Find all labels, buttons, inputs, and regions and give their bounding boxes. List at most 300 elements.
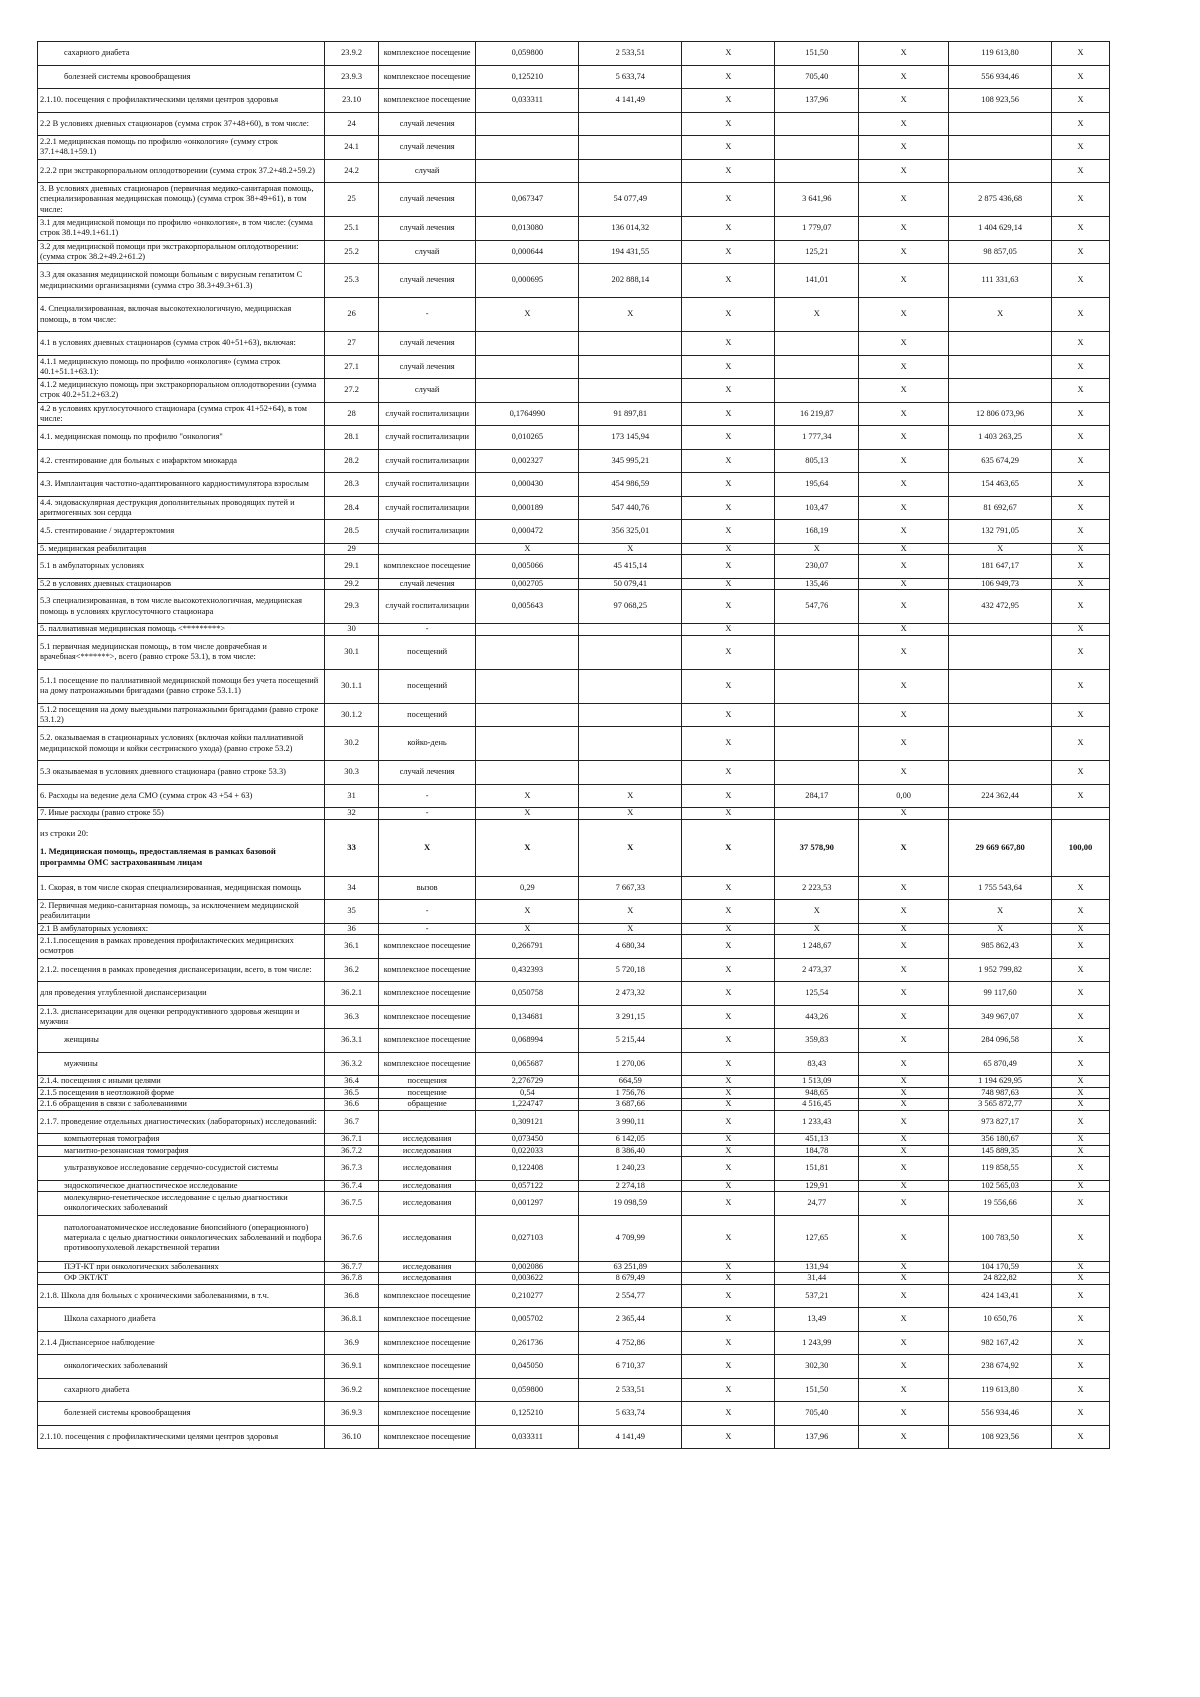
table-row [38,473,1110,497]
cost-cell [579,727,682,761]
cost-cell [579,379,682,403]
col5-cell: Х [682,727,775,761]
cost-cell: 136 014,32 [579,217,682,241]
unit-cell: случай госпитализации [378,590,476,624]
table-row [38,1378,1110,1402]
col8-cell: 12 806 073,96 [949,402,1052,426]
row-name-cell: ультразвуковое исследование сердечно-сосудистой системы [38,1157,325,1181]
col7-cell: Х [859,1076,949,1088]
volume-cell: 0,057122 [476,1180,579,1192]
col6-cell: 1 779,07 [775,217,859,241]
volume-cell: 0,210277 [476,1284,579,1308]
col5-cell: Х [682,543,775,555]
col6-cell: 151,50 [775,42,859,66]
unit-cell: - [378,808,476,820]
row-number-cell: 36.8 [325,1284,379,1308]
row-number-cell: 28.1 [325,426,379,450]
col9-cell: Х [1052,1284,1110,1308]
table-row [38,65,1110,89]
col9-cell: Х [1052,183,1110,217]
volume-cell: 0,002086 [476,1261,579,1273]
col5-cell: Х [682,590,775,624]
row-name-cell: 4.1.2 медицинскую помощь при экстракорпоральном оплодотворении (сумма строк 40.2+51.2+63.2) [38,379,325,403]
col8-cell: 1 755 543,64 [949,876,1052,900]
row-number-cell: 33 [325,819,379,876]
volume-cell [476,136,579,160]
col9-cell: Х [1052,89,1110,113]
volume-cell: 0,002705 [476,578,579,590]
col6-cell: 3 641,96 [775,183,859,217]
col8-cell: 65 870,49 [949,1052,1052,1076]
col5-cell: Х [682,1029,775,1053]
unit-cell: случай госпитализации [378,449,476,473]
row-name-cell: 2.1 В амбулаторных условиях: [38,923,325,935]
row-name-cell: 4.5. стентирование / эндартерэктомия [38,520,325,544]
row-number-cell: 36.1 [325,935,379,959]
row-name-cell: 5.2 в условиях дневных стационаров [38,578,325,590]
col9-cell: Х [1052,543,1110,555]
unit-cell: комплексное посещение [378,1284,476,1308]
col9-cell: Х [1052,1425,1110,1449]
col6-cell: 1 243,99 [775,1331,859,1355]
col5-cell: Х [682,982,775,1006]
col7-cell: Х [859,669,949,703]
cost-cell: 4 709,99 [579,1215,682,1261]
col5-cell: Х [682,159,775,183]
col7-cell: 0,00 [859,784,949,808]
row-name-cell: болезней системы кровообращения [38,1402,325,1426]
col5-cell: Х [682,449,775,473]
col7-cell: Х [859,1052,949,1076]
row-name-cell: 2.1.5 посещения в неотложной форме [38,1087,325,1099]
col8-cell: 982 167,42 [949,1331,1052,1355]
row-number-cell: 24 [325,112,379,136]
col7-cell: Х [859,1331,949,1355]
volume-cell: 0,059800 [476,1378,579,1402]
col7-cell: Х [859,1284,949,1308]
row-name-cell: 4.3. Имплантация частотно-адаптированного кардиостимулятора взрослым [38,473,325,497]
row-name-cell: 5.1.1 посещение по паллиативной медицинской помощи без учета посещений на дому патронажными бригадами (равно строке 53.1.1) [38,669,325,703]
col8-cell: 24 822,82 [949,1273,1052,1285]
col6-cell: 230,07 [775,555,859,579]
row-name-cell: 2.1.3. диспансеризации для оценки репродуктивного здоровья женщин и мужчин [38,1005,325,1029]
col7-cell: Х [859,982,949,1006]
col9-cell: Х [1052,1261,1110,1273]
col6-cell: 31,44 [775,1273,859,1285]
unit-cell: - [378,624,476,636]
cost-cell [579,355,682,379]
col5-cell: Х [682,624,775,636]
cost-cell: 2 554,77 [579,1284,682,1308]
col9-cell: Х [1052,1215,1110,1261]
col9-cell: Х [1052,590,1110,624]
volume-cell [476,635,579,669]
col8-cell: 104 170,59 [949,1261,1052,1273]
col6-cell: 705,40 [775,1402,859,1426]
table-row [38,1134,1110,1146]
col8-cell: 3 565 872,77 [949,1099,1052,1111]
col9-cell: Х [1052,1134,1110,1146]
col9-cell: Х [1052,1180,1110,1192]
table-row [38,379,1110,403]
unit-cell: случай госпитализации [378,402,476,426]
col8-cell: 2 875 436,68 [949,183,1052,217]
row-name-cell: 3.2 для медицинской помощи при экстракорпоральном оплодотворении: (сумма строк 38.2+49.2+61.2) [38,240,325,264]
col8-cell: 10 650,76 [949,1308,1052,1332]
col5-cell: Х [682,761,775,785]
row-number-cell: 29 [325,543,379,555]
volume-cell: 0,005702 [476,1308,579,1332]
col7-cell: Х [859,555,949,579]
col5-cell: Х [682,520,775,544]
col6-cell: 451,13 [775,1134,859,1146]
row-number-cell: 36.7.5 [325,1192,379,1216]
row-name-cell: 5.1 первичная медицинская помощь, в том числе доврачебная и врачебная<*******>, всего (равно строке 53.1), в том числе: [38,635,325,669]
cost-cell: 547 440,76 [579,496,682,520]
col5-cell: Х [682,1273,775,1285]
row-number-cell: 28 [325,402,379,426]
table-row [38,496,1110,520]
row-name-cell: 2.1.10. посещения с профилактическими целями центров здоровья [38,1425,325,1449]
cost-cell: 19 098,59 [579,1192,682,1216]
cost-cell: 2 533,51 [579,42,682,66]
col5-cell: Х [682,669,775,703]
col6-cell [775,727,859,761]
row-number-cell: 23.10 [325,89,379,113]
unit-cell: случай госпитализации [378,520,476,544]
table-row [38,402,1110,426]
cost-cell [579,624,682,636]
col9-cell: Х [1052,935,1110,959]
col9-cell: Х [1052,1145,1110,1157]
volume-cell: 0,000189 [476,496,579,520]
col9-cell: Х [1052,355,1110,379]
row-name-cell: 3.3 для оказания медицинской помощи больным с вирусным гепатитом С медицинскими организациями (сумма стро 38.3+49.3+61.3) [38,264,325,298]
row-number-cell: 27.2 [325,379,379,403]
col7-cell: Х [859,112,949,136]
col6-cell: 2 473,37 [775,958,859,982]
col5-cell: Х [682,1284,775,1308]
row-name-cell: мужчины [38,1052,325,1076]
col6-cell: 4 516,45 [775,1099,859,1111]
col6-cell: 443,26 [775,1005,859,1029]
col8-cell [949,159,1052,183]
col5-cell: Х [682,784,775,808]
row-name-cell: 3. В условиях дневных стационаров (первичная медико-санитарная помощь, специализированная медицинская помощь) (сумма строк 38+49+61), в том числе: [38,183,325,217]
row-number-cell: 36.7.3 [325,1157,379,1181]
col6-cell [775,355,859,379]
unit-cell: комплексное посещение [378,1005,476,1029]
col7-cell: Х [859,1215,949,1261]
col5-cell: Х [682,555,775,579]
col5-cell: Х [682,1134,775,1146]
unit-cell: случай лечения [378,355,476,379]
col6-cell: 284,17 [775,784,859,808]
unit-cell: посещения [378,1076,476,1088]
col5-cell: Х [682,1402,775,1426]
unit-cell: исследования [378,1145,476,1157]
row-name-cell: 4.2. стентирование для больных с инфарктом миокарда [38,449,325,473]
col6-cell [775,624,859,636]
row-name-cell: женщины [38,1029,325,1053]
col5-cell: Х [682,703,775,727]
col6-cell: 13,49 [775,1308,859,1332]
volume-cell: 0,000695 [476,264,579,298]
col6-cell: 125,21 [775,240,859,264]
unit-cell: исследования [378,1215,476,1261]
col6-cell: 705,40 [775,65,859,89]
col6-cell: 137,96 [775,89,859,113]
col9-cell: Х [1052,1402,1110,1426]
col5-cell: Х [682,958,775,982]
col9-cell: Х [1052,379,1110,403]
col5-cell: Х [682,240,775,264]
cost-cell: Х [579,923,682,935]
unit-cell: комплексное посещение [378,1331,476,1355]
cost-cell: 50 079,41 [579,578,682,590]
col9-cell: Х [1052,1273,1110,1285]
col6-cell: 131,94 [775,1261,859,1273]
col8-cell [949,727,1052,761]
col7-cell: Х [859,1029,949,1053]
col8-cell [949,136,1052,160]
col5-cell: Х [682,1331,775,1355]
col8-cell: 349 967,07 [949,1005,1052,1029]
table-row [38,159,1110,183]
row-number-cell: 30 [325,624,379,636]
col8-cell: 748 987,63 [949,1087,1052,1099]
col5-cell: Х [682,112,775,136]
unit-cell: случай [378,240,476,264]
col7-cell: Х [859,496,949,520]
cost-cell [579,159,682,183]
cost-cell: 3 990,11 [579,1110,682,1134]
col6-cell: Х [775,543,859,555]
col8-cell: 29 669 667,80 [949,819,1052,876]
col6-cell: 83,43 [775,1052,859,1076]
cost-cell: 356 325,01 [579,520,682,544]
table-row [38,761,1110,785]
cost-cell: 4 141,49 [579,89,682,113]
row-number-cell: 36.5 [325,1087,379,1099]
col6-cell: 302,30 [775,1355,859,1379]
col7-cell: Х [859,332,949,356]
unit-cell: посещений [378,635,476,669]
row-name-cell: Школа сахарного диабета [38,1308,325,1332]
table-row [38,1145,1110,1157]
row-number-cell: 30.1.1 [325,669,379,703]
col9-cell [1052,808,1110,820]
col6-cell [775,112,859,136]
row-number-cell: 36.7.4 [325,1180,379,1192]
col7-cell: Х [859,1355,949,1379]
col6-cell: 547,76 [775,590,859,624]
col7-cell: Х [859,183,949,217]
unit-cell: комплексное посещение [378,1378,476,1402]
volume-cell: Х [476,298,579,332]
row-name-cell: 2.1.4 Диспансерное наблюдение [38,1331,325,1355]
volume-cell: 0,125210 [476,1402,579,1426]
col9-cell: Х [1052,240,1110,264]
table-row [38,543,1110,555]
unit-cell: случай госпитализации [378,426,476,450]
col9-cell: Х [1052,1355,1110,1379]
col6-cell [775,703,859,727]
cost-cell: Х [579,819,682,876]
col8-cell: Х [949,923,1052,935]
cost-cell: 345 995,21 [579,449,682,473]
col5-cell: Х [682,42,775,66]
volume-cell: 0,134681 [476,1005,579,1029]
col7-cell: Х [859,1308,949,1332]
col5-cell: Х [682,1005,775,1029]
col8-cell: 556 934,46 [949,1402,1052,1426]
row-number-cell: 36.2 [325,958,379,982]
col5-cell: Х [682,1110,775,1134]
col9-cell: Х [1052,555,1110,579]
col6-cell: 1 248,67 [775,935,859,959]
col6-cell: Х [775,298,859,332]
col9-cell: Х [1052,520,1110,544]
col8-cell: 224 362,44 [949,784,1052,808]
table-row [38,449,1110,473]
col5-cell: Х [682,332,775,356]
row-name-cell: 4.4. эндоваскулярная деструкция дополнительных проводящих путей и аритмогенных зон сердца [38,496,325,520]
unit-cell: комплексное посещение [378,1402,476,1426]
row-name-cell: 2.1.10. посещения с профилактическими целями центров здоровья [38,89,325,113]
row-number-cell: 36.4 [325,1076,379,1088]
col8-cell: 1 403 263,25 [949,426,1052,450]
table-row [38,332,1110,356]
row-number-cell: 36.9.3 [325,1402,379,1426]
row-number-cell: 30.1.2 [325,703,379,727]
col8-cell: 635 674,29 [949,449,1052,473]
volume-cell: 0,033311 [476,89,579,113]
table-row [38,1192,1110,1216]
row-number-cell: 25.1 [325,217,379,241]
volume-cell [476,624,579,636]
col9-cell: Х [1052,159,1110,183]
col7-cell: Х [859,703,949,727]
col5-cell: Х [682,876,775,900]
volume-cell [476,761,579,785]
cost-cell: Х [579,808,682,820]
col8-cell: 1 952 799,82 [949,958,1052,982]
col8-cell: 424 143,41 [949,1284,1052,1308]
row-number-cell: 36.7.6 [325,1215,379,1261]
unit-cell: - [378,784,476,808]
row-number-cell: 36.6 [325,1099,379,1111]
row-name-prefix: из строки 20: [40,828,89,839]
col5-cell: Х [682,136,775,160]
col9-cell: Х [1052,1331,1110,1355]
row-name-cell: 2.1.1.посещения в рамках проведения профилактических медицинских осмотров [38,935,325,959]
col9-cell: Х [1052,1087,1110,1099]
col8-cell: 111 331,63 [949,264,1052,298]
row-name-cell: 4.1.1 медицинскую помощь по профилю «онкология» (сумма строк 40.1+51.1+63.1): [38,355,325,379]
col8-cell: 119 858,55 [949,1157,1052,1181]
row-name-cell: 2.2.2 при экстракорпоральном оплодотворении (сумма строк 37.2+48.2+59.2) [38,159,325,183]
col7-cell: Х [859,402,949,426]
row-name-cell: сахарного диабета [38,1378,325,1402]
cost-cell: 4 141,49 [579,1425,682,1449]
table-row [38,1284,1110,1308]
volume-cell [476,159,579,183]
col9-cell: Х [1052,703,1110,727]
col9-cell: Х [1052,727,1110,761]
col7-cell: Х [859,1180,949,1192]
unit-cell [378,543,476,555]
table-row [38,578,1110,590]
table-row [38,1052,1110,1076]
volume-cell: 0,000644 [476,240,579,264]
col7-cell: Х [859,473,949,497]
col7-cell: Х [859,1192,949,1216]
unit-cell: койко-день [378,727,476,761]
col8-cell [949,355,1052,379]
col6-cell: 129,91 [775,1180,859,1192]
cost-cell [579,332,682,356]
row-number-cell: 27 [325,332,379,356]
table-row [38,1261,1110,1273]
row-number-cell: 23.9.2 [325,42,379,66]
unit-cell: случай лечения [378,217,476,241]
col8-cell: 238 674,92 [949,1355,1052,1379]
col8-cell: 81 692,67 [949,496,1052,520]
volume-cell: Х [476,808,579,820]
table-row [38,635,1110,669]
table-row [38,112,1110,136]
col7-cell: Х [859,923,949,935]
row-number-cell: 36.7.7 [325,1261,379,1273]
cost-cell: 1 270,06 [579,1052,682,1076]
col7-cell: Х [859,42,949,66]
volume-cell [476,355,579,379]
col8-cell: 132 791,05 [949,520,1052,544]
unit-cell: комплексное посещение [378,42,476,66]
unit-cell: комплексное посещение [378,65,476,89]
col9-cell: Х [1052,112,1110,136]
col8-cell: Х [949,543,1052,555]
table-row [38,520,1110,544]
col5-cell: Х [682,264,775,298]
row-number-cell: 36.7.1 [325,1134,379,1146]
table-row [38,935,1110,959]
col8-cell: 119 613,80 [949,1378,1052,1402]
volume-cell: 2,276729 [476,1076,579,1088]
table-row [38,819,1110,876]
col5-cell: Х [682,1355,775,1379]
volume-cell: 0,266791 [476,935,579,959]
volume-cell [476,727,579,761]
col9-cell: Х [1052,1076,1110,1088]
col7-cell: Х [859,89,949,113]
row-name-cell: 5.1.2 посещения на дому выездными патронажными бригадами (равно строке 53.1.2) [38,703,325,727]
unit-cell: случай лечения [378,264,476,298]
cost-cell: Х [579,543,682,555]
volume-cell: 0,045050 [476,1355,579,1379]
col9-cell: Х [1052,1029,1110,1053]
unit-cell: - [378,923,476,935]
col9-cell: Х [1052,876,1110,900]
unit-cell: посещение [378,1087,476,1099]
row-name-cell: онкологических заболеваний [38,1355,325,1379]
col7-cell: Х [859,543,949,555]
row-number-cell: 28.2 [325,449,379,473]
cost-cell: Х [579,298,682,332]
col7-cell: Х [859,808,949,820]
volume-cell: 0,065687 [476,1052,579,1076]
